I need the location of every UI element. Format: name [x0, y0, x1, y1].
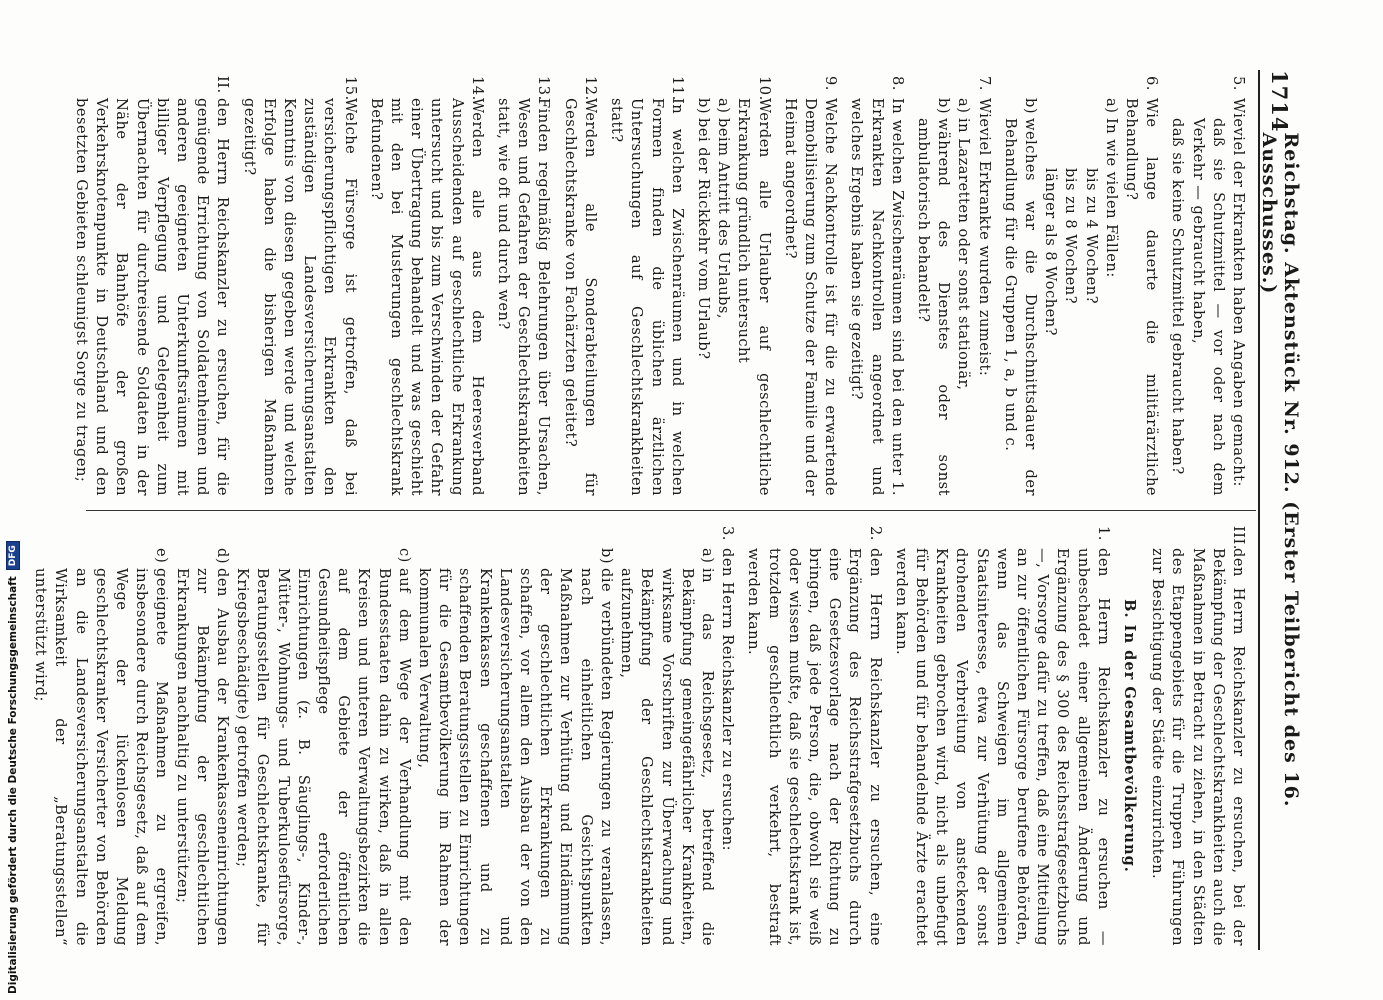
list-item [743, 526, 884, 946]
sub-item [693, 98, 713, 496]
dfg-logo: DFG [6, 541, 20, 570]
item-number: 13. [535, 76, 553, 101]
item-text: Wie lange dauerte die militärärztliche Behandlung? [1122, 98, 1161, 496]
sub-item-label: e) [153, 548, 171, 564]
item-number: 5. [1230, 76, 1247, 91]
item-text: In welchen Zwischenräumen sind bei den unter 1. Erkrankten Nachkontrollen angeordnet und welches Ergebnis haben sie gezeitigt? [848, 98, 906, 496]
sub-item-label: c) [395, 548, 413, 563]
sub-item [1060, 98, 1080, 496]
item-text: Welche Nachkontrolle ist für die zu erwartende Demobilisierung zum Schutze der Familie und der Heimat angeordnet? [781, 98, 840, 496]
sub-item-label: b) [1021, 98, 1039, 115]
sub-item [1167, 98, 1187, 496]
item-text: den Herrn Reichskanzler zu ersuchen, eine Ergänzung des Reichsstrafgesetzbuchs durch eine Gesetzesvorlage nach der Richtung zu bringen, daß jede Person, die, obwohl sie weiß oder wissen mußte, daß sie geschlechtskrank ist, trotzdem geschlechtlich verkehrt, bestraft werden kann. [745, 548, 884, 946]
sub-item [616, 548, 717, 946]
item-number: II. [214, 76, 232, 94]
item-number: 1. [1094, 526, 1112, 541]
right-column [24, 526, 1248, 946]
item-text: Werden alle Sonderabteilungen für Geschlechtskranke von Fachärzten geleitet? [561, 98, 599, 496]
list-item [238, 76, 359, 496]
page-title: Reichstag. Aktenstück Nr. 912. (Erster Teilbericht des 16. Ausschusses.) [1258, 132, 1302, 808]
sub-item-label: b) [694, 98, 712, 115]
list-item [891, 526, 1113, 946]
item-number: 6. [1143, 76, 1161, 91]
sub-item [414, 548, 616, 946]
list-item [913, 76, 994, 496]
list-item [493, 76, 554, 496]
sub-item [713, 98, 733, 496]
sub-item [1187, 98, 1227, 496]
sub-item-text: bis zu 4 Wochen? [1082, 168, 1100, 305]
list-item [1147, 526, 1248, 946]
item-number: 15. [341, 76, 359, 101]
sub-item-text: in das Reichsgesetz, betreffend die Bekämpfung gemeingefährlicher Krankheiten, wirksame Vorschriften zur Überwachung und Bekämpfung der Geschlechtskrankheiten aufzunehmen, [618, 568, 716, 946]
item-number: 10. [755, 76, 773, 101]
sub-item-label: a) [955, 98, 973, 114]
credit-text: Digitalisierung gefördert durch die Deutsche Forschungsgemeinschaft [7, 576, 19, 994]
sub-item-text: welches war die Durchschnittsdauer der Behandlung für die Gruppen 1, a, b und c. [1001, 118, 1039, 496]
item-number: 8. [888, 76, 906, 91]
sub-item [171, 548, 232, 946]
sub-item-label: b) [935, 98, 953, 115]
sub-item-label: d) [214, 548, 232, 565]
list-item [30, 526, 737, 946]
item-number: 3. [719, 526, 737, 541]
item-text: Welche Fürsorge ist getroffen, daß bei versicherungspflichtigen Erkrankten den zuständigen Landesversicherungsanstalten Kenntnis von diesen gegeben werde und welche Erfolge haben die bisherigen Maßnahmen gezeitigt? [240, 98, 359, 496]
right-items [30, 526, 1113, 946]
sub-item-text: daß sie Schutzmittel — vor oder nach dem Verkehr — gebraucht haben, [1189, 118, 1227, 496]
item-text: Wieviel Erkrankte wurden zumeist: [975, 98, 993, 377]
sub-item [30, 548, 171, 946]
sub-item-text: den Ausbau der Krankenkasseneinrichtungen zur Bekämpfung der geschlechtlichen Erkrankungen nachhaltig zu unterstützen; [173, 568, 232, 946]
sub-item [232, 548, 414, 946]
list-item [71, 76, 233, 496]
sub-item-text: daß sie keine Schutzmittel gebraucht haben? [1169, 118, 1187, 475]
sub-item-label: b) [597, 548, 615, 565]
sub-item [1040, 98, 1060, 496]
sub-item-text: die verbündeten Regierungen zu veranlassen, nach einheitlichen Gesichtspunkten Maßnahmen zur Verhütung und Eindämmung der geschlechtlichen Erkrankungen zu schaffen, vor allem den Ausbau der von den Landesversicherungsanstalten und Krankenkassen geschaffenen und zu schaffenden Beratungsstellen zu Einrichtungen für die Gesamtbevölkerung im Rahmen der kommunalen Verwaltung, [416, 568, 615, 946]
item-number: 12. [581, 76, 599, 101]
item-number: 9. [822, 76, 840, 91]
list-item [1000, 76, 1162, 496]
sub-item [1101, 98, 1121, 496]
list-item [780, 76, 841, 496]
list-item [1167, 76, 1248, 496]
sub-item-label: a) [715, 98, 733, 114]
page-number: 1714 [1267, 70, 1293, 133]
list-item [366, 76, 487, 496]
sub-item-text: in Lazaretten oder sonst stationär, [955, 118, 973, 391]
item-number: III. [1230, 526, 1247, 550]
list-item [560, 76, 600, 496]
item-number: 11. [668, 76, 686, 101]
sub-item-text: länger als 8 Wochen? [1042, 168, 1060, 337]
sub-item-text: bis zu 8 Wochen? [1062, 168, 1080, 305]
digitization-credit [6, 4, 20, 994]
item-number: 14. [468, 76, 486, 101]
sub-item-text: In wie vielen Fällen: [1102, 118, 1120, 278]
left-column [65, 76, 1248, 496]
item-text: Werden alle Urlauber auf geschlechtliche Erkrankung gründlich untersucht [735, 98, 773, 496]
item-text: Werden alle aus dem Heeresverband Ausscheidenden auf geschlechtliche Erkrankung untersucht und bis zum Verschwinden der Gefahr einer Übertragung behandelt und was geschieht mit den bei Musterungen geschlechtskrank Befundenen? [367, 98, 486, 496]
list-item [846, 76, 907, 496]
item-text: Finden regelmäßig Belehrungen über Ursachen, Wesen und Gefahren der Geschlechtskrankheiten statt, wie oft und durch wen? [495, 98, 553, 496]
item-text: den Herrn Reichskanzler zu ersuchen — unbeschadet einer allgemeinen Änderung und Ergänzung des § 300 des Reichsstrafgesetzbuchs —, Vorsorge dafür zu treffen, daß eine Mitteilung an zur öffentlichen Fürsorge berufene Behörden, wenn das Schweigen im allgemeinen Staatsinteresse, etwa zur Verhütung der sonst drohenden Verbreitung von ansteckenden Krankheiten gebrochen wird, nicht als unbefugt für Behörden und für behandelnde Ärzte erachtet werden kann. [892, 548, 1112, 946]
sub-item [913, 98, 953, 496]
sub-item-text: geeignete Maßnahmen zu ergreifen, insbesondere durch Reichsgesetz, daß auf dem Wege der lückenlosen Meldung geschlechtskranker Versicherter von Behörden an die Landesversicherungsanstalten die Wirksamkeit der „Beratungsstellen“ unterstützt wird; [32, 568, 171, 946]
sub-item-text: bei der Rückkehr vom Urlaub? [694, 118, 712, 360]
item-text: den Herrn Reichskanzler zu ersuchen, bei der Bekämpfung der Geschlechtskrankheiten auch die Maßnahmen in Betracht zu ziehen, in den Städten des Etappengebiets für die Truppen Führungen zur Besichtigung der Städte einzurichten. [1149, 548, 1247, 946]
sub-item [953, 98, 973, 496]
sub-item-text: beim Antritt des Urlaubs, [715, 118, 733, 320]
sub-item [1000, 98, 1040, 496]
sub-item-label: a) [698, 548, 716, 564]
section-title: B. In der Gesamtbevölkerung. [1120, 599, 1138, 873]
sub-item [1080, 98, 1100, 496]
sub-item-text: auf dem Wege der Verhandlung mit den Bundesstaaten dahin zu wirken, daß in allen Kreisen und unteren Verwaltungsbezirken die auf dem Gebiete der öffentlichen Gesundheitspflege erforderlichen Einrichtungen (z. B. Säuglings-, Kinder-, Mütter-, Wohnungs- und Tuberkulosefürsorge, Beratungsstellen für Geschlechtskranke, für Kriegsbeschädigte) getroffen werden; [234, 568, 413, 946]
column-divider [86, 510, 1256, 511]
list-item [606, 76, 687, 496]
sub-item-text: während des Dienstes oder sonst ambulatorisch behandelt? [914, 118, 953, 496]
list-item [693, 76, 774, 496]
item-text: Wieviel der Erkrankten haben Angaben gemacht: [1230, 98, 1247, 487]
rotated-page-content [32, 70, 1302, 950]
sub-item-label: a) [1102, 98, 1120, 114]
item-number: 7. [975, 76, 993, 91]
item-text: den Herrn Reichskanzler zu ersuchen: [719, 548, 737, 852]
item-number: 2. [866, 526, 884, 541]
item-text: In welchen Zwischenräumen und in welchen Formen finden die üblichen ärztlichen Untersuchungen auf Geschlechtskrankheiten statt? [608, 98, 686, 496]
page-header [1258, 70, 1300, 950]
item-text: den Herrn Reichskanzler zu ersuchen, für die genügende Errichtung von Soldatenheimen und anderen geeigneten Unterkunftsräumen mit billiger Verpflegung und Gelegenheit zum Übernachten für durchreisende Soldaten in der Nähe der Bahnhöfe der großen Verkehrsknotenpunkte in Deutschland und den besetzten Gebieten schleunigst Sorge zu tragen; [73, 98, 232, 496]
